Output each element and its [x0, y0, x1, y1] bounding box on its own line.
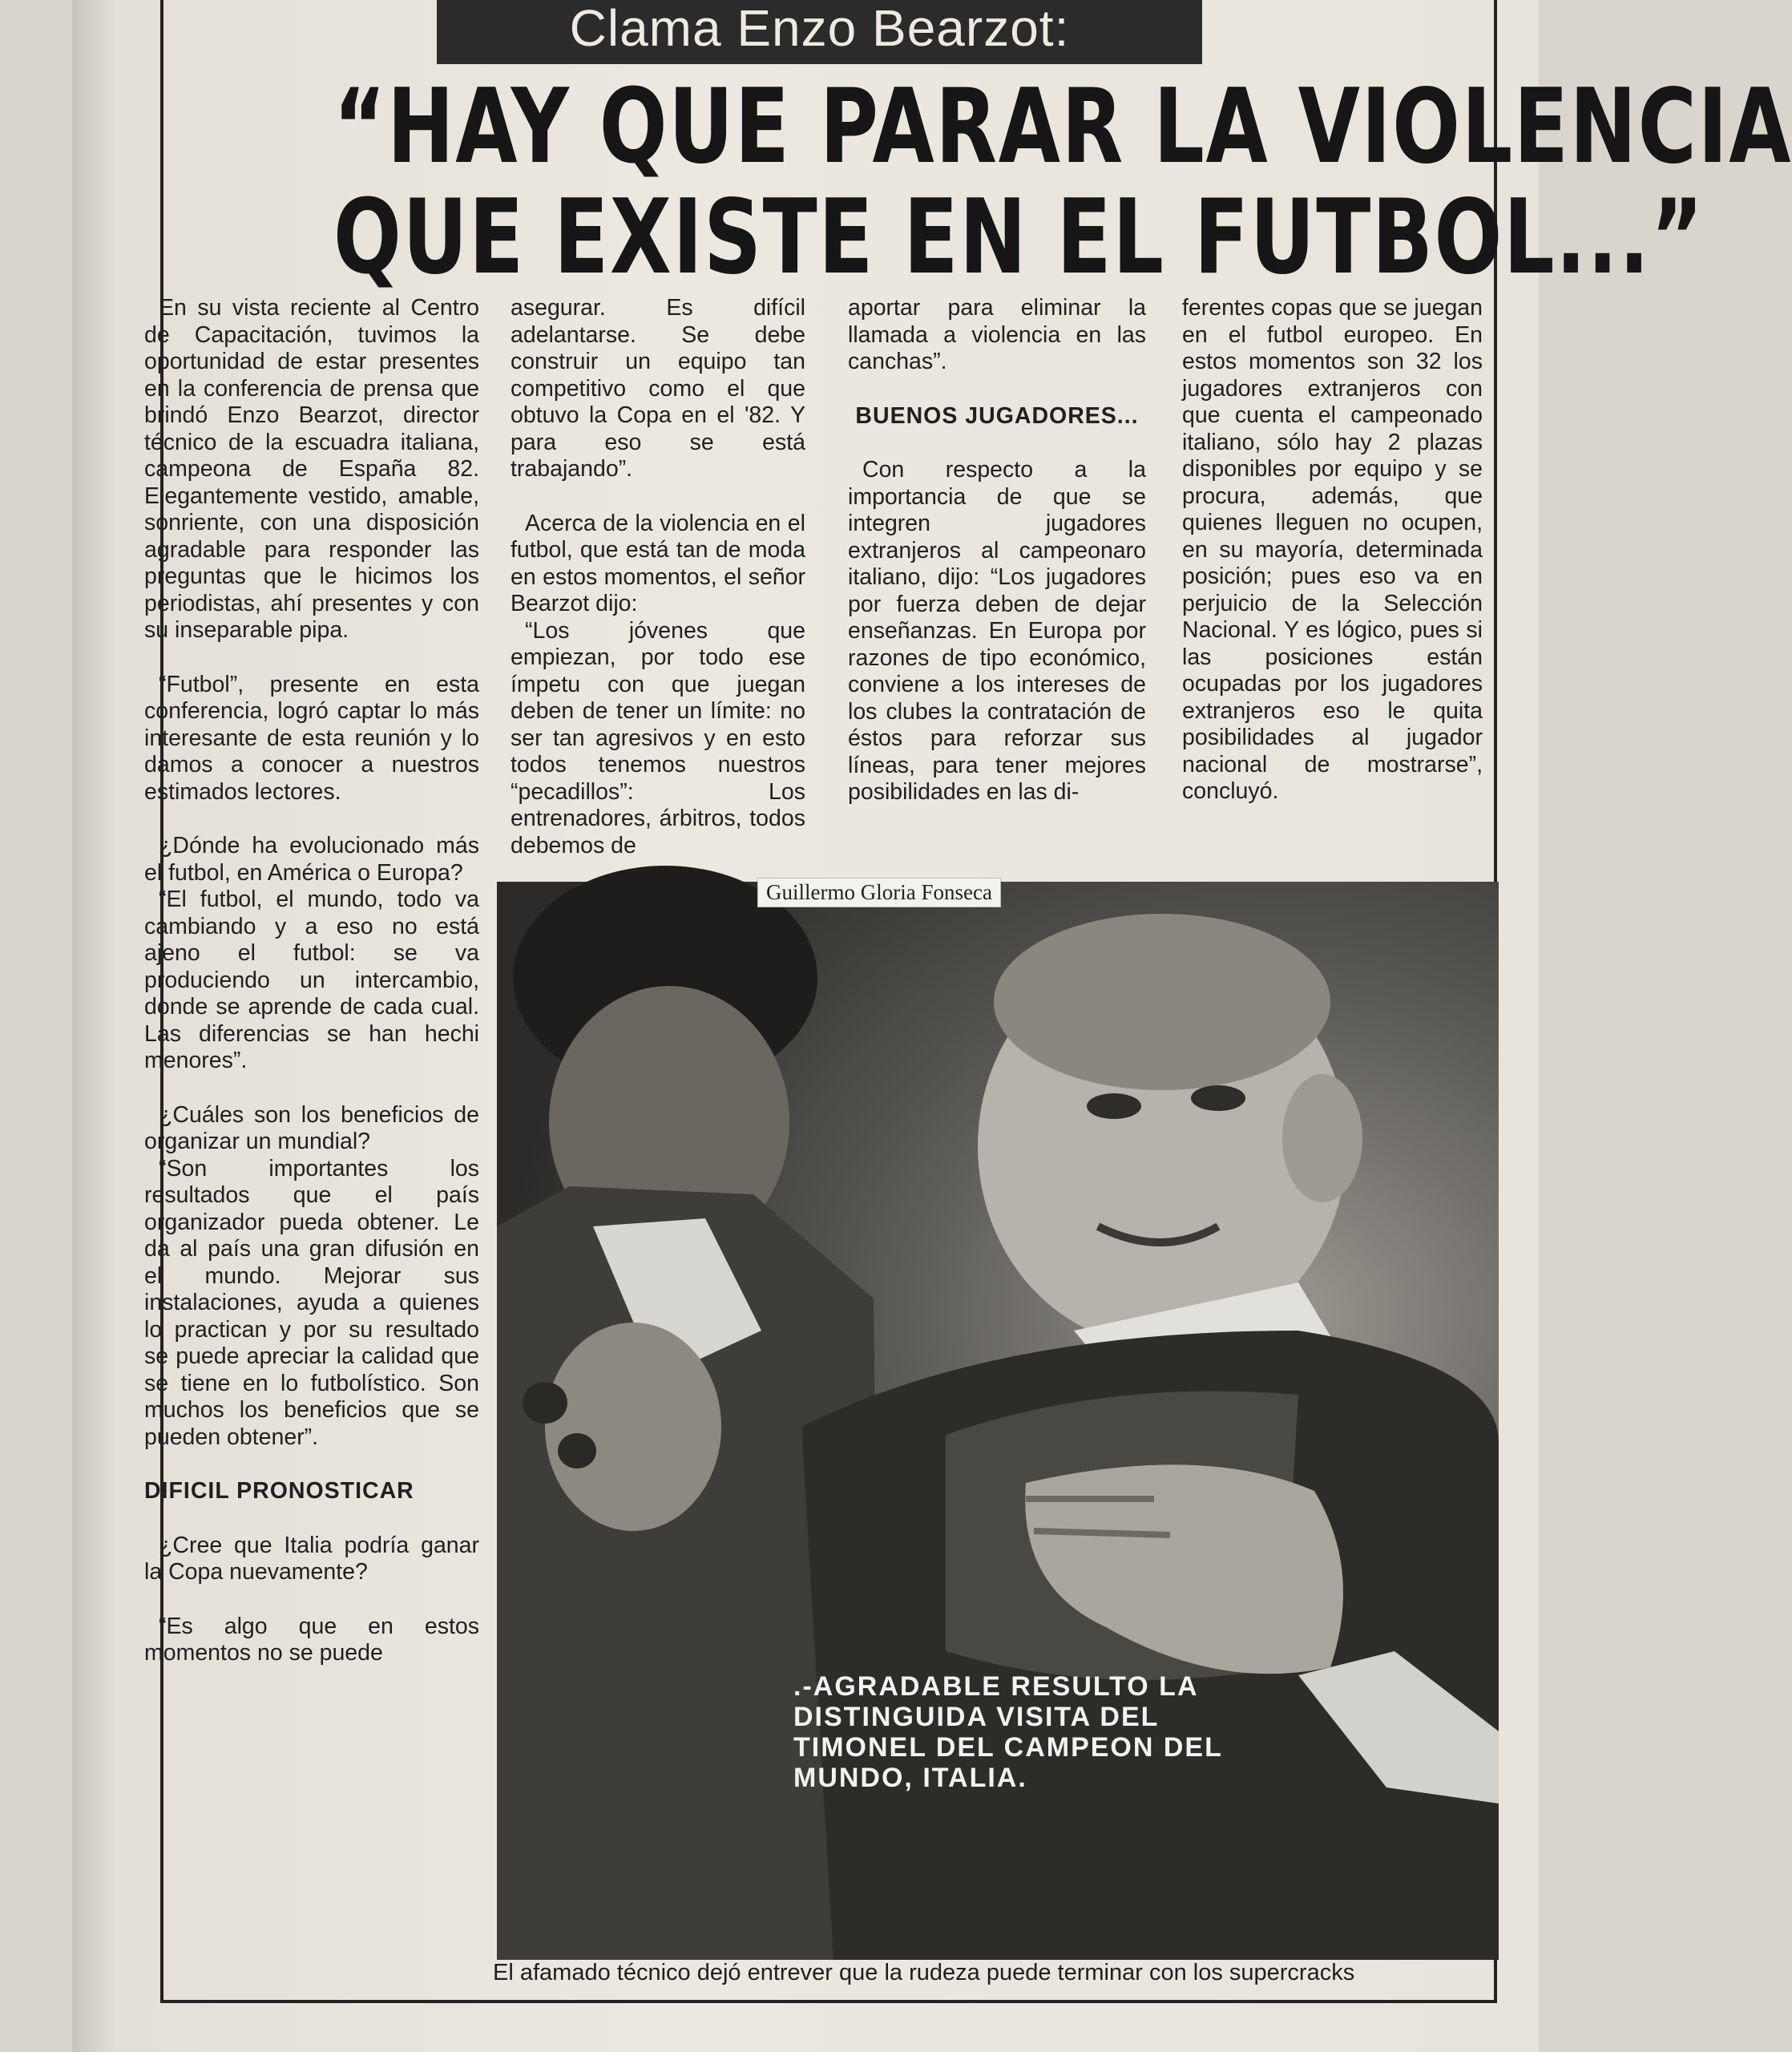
col1-paragraph: En su vista reciente al Centro de Capacitación, tuvimos la oportunidad de estar presentes en la conferencia de prensa que brindó Enzo Bearzot, director técnico de la escuadra italiana, campeona de España 82. Elegantemente vestido, amable, sonriente, con una disposición agradable para responder las preguntas que le hicimos los periodistas, ahí presentes y con su inseparable pipa. — [144, 295, 479, 643]
headline-line-1: “HAY QUE PARAR LA VIOLENCIA — [333, 67, 1792, 187]
col2-quote: “Los jóvenes que empiezan, por todo ese ímpetu con que juegan deben de tener un límite: no ser tan agresivos y en esto todos tenemos nuestros “pecadillos”: Los entrenadores, árbitros, todos debemos de — [511, 617, 805, 858]
column-1 — [144, 295, 479, 1667]
col3-paragraph: aportar para eliminar la llamada a violencia en las canchas”. — [848, 295, 1146, 374]
column-2 — [511, 295, 805, 859]
photo-overlay-caption: .-AGRADABLE RESULTO LA DISTINGUIDA VISITA DEL TIMONEL DEL CAMPEON DEL MUNDO, ITALIA. — [793, 1671, 1223, 1793]
col1-answer: “El futbol, el mundo, todo va cambiando y a eso no está ajeno el futbol: se va produciendo un intercambio, donde se aprende de cada cual. Las diferencias se han hechi menores”. — [144, 887, 479, 1073]
col1-answer: “Son importantes los resultados que el país organizador pueda obtener. Le da al país una gran difusión en el mundo. Mejorar sus instalaciones, ayuda a quienes lo practican y por su resultado se puede apreciar la calidad que se tiene en lo futbolístico. Son muchos los beneficios que se pueden obtener”. — [144, 1155, 479, 1450]
headline-line-2: QUE EXISTE EN EL FUTBOL...” — [333, 178, 1705, 297]
col1-question: ¿Cree que Italia podría ganar la Copa nuevamente? — [144, 1532, 479, 1585]
col1-subhead: DIFICIL PRONOSTICAR — [144, 1478, 414, 1504]
col1-paragraph: “Futbol”, presente en esta conferencia, logró captar lo más interesante de esta reunión y lo damos a conocer a nuestros estimados lectores. — [144, 671, 479, 805]
column-4 — [1182, 295, 1483, 833]
col1-answer: “Es algo que en estos momentos no se puede — [144, 1613, 479, 1666]
column-3 — [848, 295, 1146, 806]
col3-paragraph: Con respecto a la importancia de que se integren jugadores extranjeros al campeonaro italiano, dijo: “Los jugadores por fuerza deben de dejar enseñanzas. En Europa por razones de tipo económico, conviene a los intereses de los clubes la contratación de éstos para reforzar sus líneas, para tener mejores posibilidades en las di- — [848, 457, 1146, 805]
photo-caption: El afamado técnico dejó entrever que la rudeza puede terminar con los supercracks — [493, 1960, 1355, 1985]
col3-subhead: BUENOS JUGADORES... — [855, 402, 1139, 429]
col2-paragraph: asegurar. Es difícil adelantarse. Se debe construir un equipo tan competitivo como el que obtuvo la Copa en el '82. Y para eso se está trabajando”. — [511, 295, 805, 482]
headline — [333, 67, 1792, 297]
photo-credit: Guillermo Gloria Fonseca — [757, 878, 1001, 907]
col1-question: ¿Cuáles son los beneficios de organizar un mundial? — [144, 1101, 479, 1154]
kicker-banner: Clama Enzo Bearzot: — [437, 0, 1202, 64]
col2-paragraph: Acerca de la violencia en el futbol, que está tan de moda en estos momentos, el señor Bearzot dijo: — [511, 510, 805, 616]
col4-paragraph: ferentes copas que se juegan en el futbol europeo. En estos momentos son 32 los jugadores extranjeros con que cuenta el campeonado italiano, sólo hay 2 plazas disponibles por equipo y se procura, además, que quienes lleguen no ocupen, en su mayoría, determinada posición; pues eso va en perjuicio de la Selección Nacional. Y es lógico, pues si las posiciones están ocupadas por los jugadores extranjeros eso le quita posibilidades al jugador nacional de mostrarse”, concluyó. — [1182, 295, 1483, 804]
col1-question: ¿Dónde ha evolucionado más el futbol, en América o Europa? — [144, 833, 479, 886]
photo-illustration — [497, 882, 1499, 1960]
press-photo — [497, 882, 1499, 1960]
